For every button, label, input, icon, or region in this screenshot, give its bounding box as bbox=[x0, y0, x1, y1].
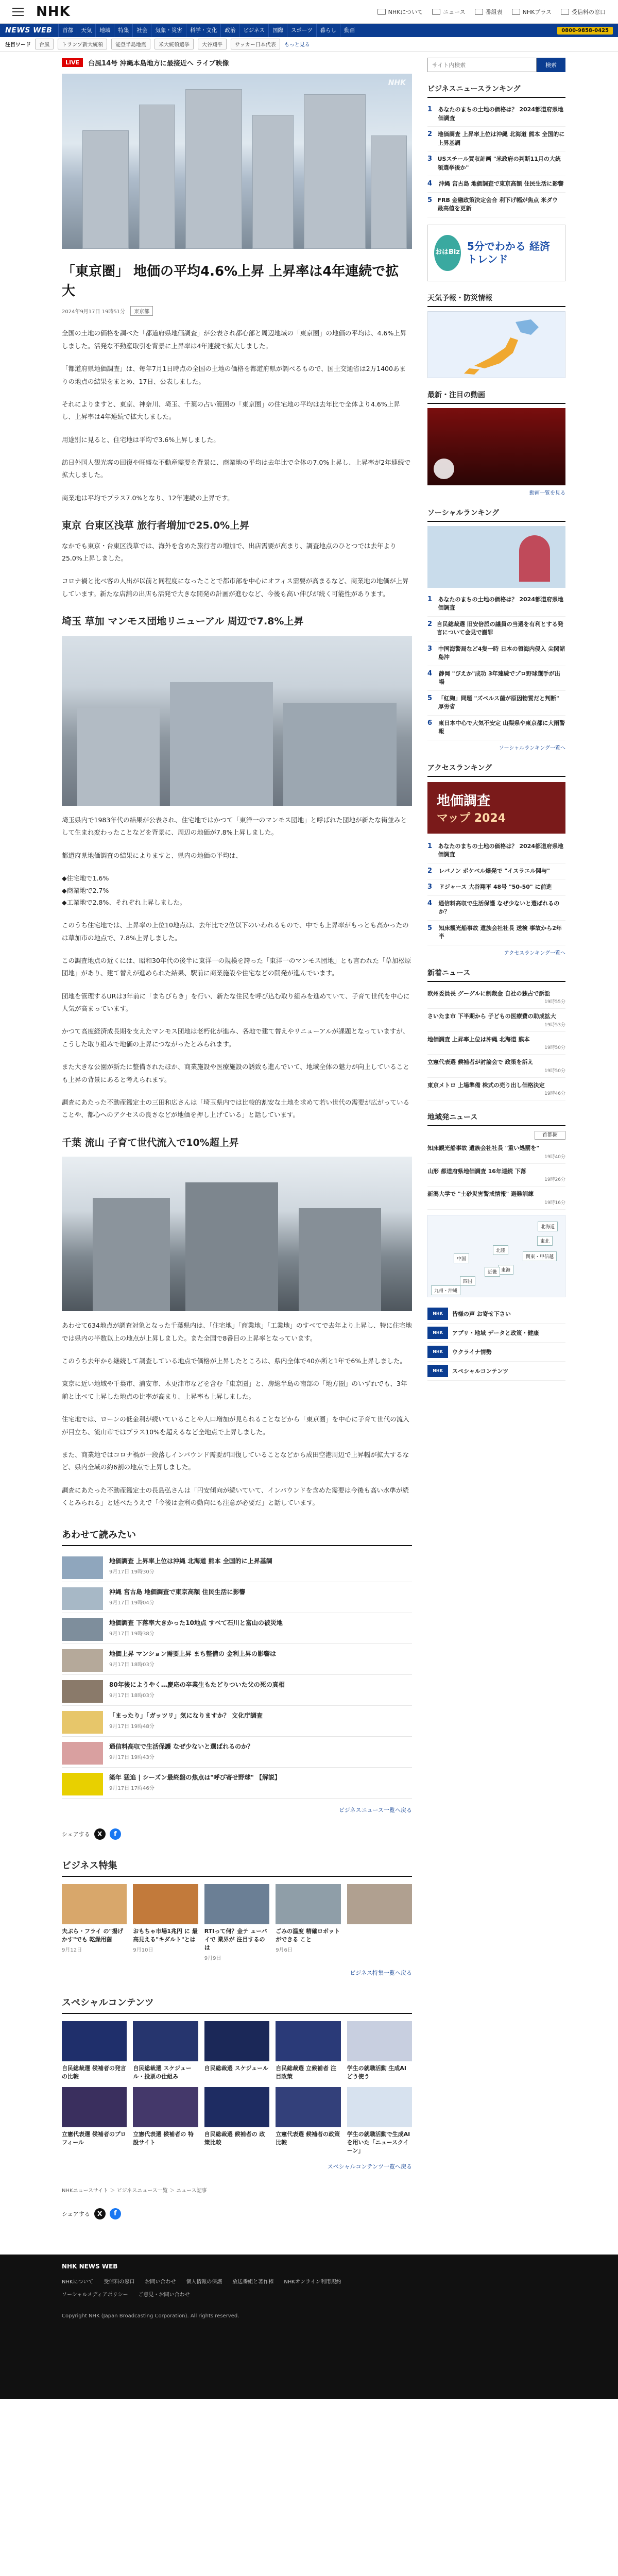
related-thumb bbox=[62, 1711, 103, 1734]
related-thumb bbox=[62, 1742, 103, 1765]
related-thumb bbox=[62, 1680, 103, 1703]
article-paragraph: 東京に近い地域や千葉市、浦安市、木更津市などを含む「東京圏」と、房総半島の南部の「地方圏」のいずれでも、3年前と比べて上昇した地点の比率が高まり、上昇率も上昇しました。 bbox=[62, 1380, 407, 1400]
article-paragraph: 団地を管理するURは3年前に「まちびらき」を行い、新たな住民を呼び込む取り組みを進めていて、子育て世代を中心に人気が高まっています。 bbox=[62, 992, 410, 1013]
card-image bbox=[204, 1884, 269, 1924]
info-icon bbox=[377, 9, 386, 15]
related-item[interactable]: 地価調査 下落率大きかった10地点 すべて石川と富山の被災地 9月17日 19時38分 bbox=[62, 1613, 412, 1644]
ranking-heading: ビジネスニュースランキング bbox=[427, 83, 565, 98]
region-button[interactable]: 東北 bbox=[537, 1236, 553, 1246]
related-more-link[interactable]: ビジネスニュース一覧へ戻る bbox=[338, 1807, 412, 1814]
article-paragraph: 「都道府県地価調査」は、毎年7月1日時点の全国の土地の価格を都道府県が調べるもので、国土交通省は2万1400あまりの地点の結果をまとめ、17日、公表しました。 bbox=[62, 365, 406, 385]
business-heading: ビジネス特集 bbox=[62, 1858, 412, 1877]
news-nav-bar bbox=[0, 24, 618, 37]
article-paragraph: あわせて634地点が調査対象となった千葉県内は、「住宅地」「商業地」「工業地」のすべてで去年より上昇し、特に住宅地では県内の半数以上の地点が上昇しました。また全国で8番目の上昇率となっています。 bbox=[62, 1321, 412, 1342]
top-link-news[interactable]: ニュース bbox=[432, 8, 465, 16]
article-paragraph: 埼玉県内で1983年代の結果が公表され、住宅地ではかつて「東洋一のマンモス団地」と呼ばれた団地が新たな街並みとして生まれ変わったことなどを背景に、周辺の地価が7.8%上昇しました。 bbox=[62, 816, 407, 837]
article-paragraph: なかでも東京・台東区浅草では、海外を含めた旅行者の増加で、出店需要が高まり、調査地点のひとつでは去年より25.0%上昇しました。 bbox=[62, 541, 397, 563]
article-paragraph: このうち去年から継続して調査している地点で価格が上昇したところは、県内全体で40か所と1年で6%上昇しました。 bbox=[62, 1357, 406, 1365]
new-news-item[interactable]: 欧州委員長 グーグルに制裁金 自社の独占で訴訟 19時55分 bbox=[427, 986, 565, 1009]
business-card[interactable]: ごみの温度 精確ロボットができる こと 9月6日 bbox=[276, 1884, 340, 1961]
copyright: Copyright NHK (Japan Broadcasting Corporation). All rights reserved. bbox=[62, 2313, 239, 2319]
new-news-item[interactable]: 東京メトロ 上場準備 株式の売り出し価格決定 19時46分 bbox=[427, 1078, 565, 1101]
article-paragraph: 調査にあたった不動産鑑定士の三田和広さんは「埼玉県内では比較的割安な土地を求めて若い世代の需要が広がっていることや、都心へのアクセスの良さなどが地価を押し上げている」と話しています。 bbox=[62, 1098, 410, 1119]
trending-label: 注目ワード bbox=[5, 42, 31, 48]
ohabiz-banner[interactable] bbox=[427, 225, 565, 281]
latest-video-heading: 最新・注目の動画 bbox=[427, 389, 565, 404]
region-select[interactable]: 首都圏 bbox=[535, 1131, 565, 1140]
land-price-map-banner[interactable]: 地価調査 マップ 2024 bbox=[427, 782, 565, 834]
region-button[interactable]: 近畿 bbox=[485, 1267, 500, 1277]
breadcrumb[interactable]: NHKニュースサイト ＞ ビジネスニュース一覧 ＞ ニュース記事 bbox=[62, 2188, 207, 2194]
top-link-fee[interactable]: 受信料の窓口 bbox=[561, 8, 606, 16]
region-button[interactable]: 四国 bbox=[460, 1276, 475, 1286]
bullet-item: ◆商業地で2.7% bbox=[62, 886, 109, 894]
nav-item[interactable]: スポーツ bbox=[287, 24, 316, 37]
business-card[interactable]: 夫ぶら・フライ の"揚げかす"でも 乾燥用菌 9月12日 bbox=[62, 1884, 127, 1961]
banner-icon: NHK bbox=[427, 1308, 448, 1320]
nav-item[interactable]: 天気 bbox=[77, 24, 95, 37]
footer-link[interactable]: お問い合わせ bbox=[145, 2279, 176, 2285]
trending-chip[interactable]: トランプ新大統領 bbox=[58, 39, 107, 49]
related-thumb bbox=[62, 1649, 103, 1672]
access-item[interactable]: 3 ドジャース 大谷翔平 48号 "50-50" に前進 bbox=[427, 879, 565, 896]
card-image bbox=[133, 1884, 198, 1924]
article-subheading: 千葉 流山 子育て世代流入で10%超上昇 bbox=[62, 1137, 239, 1148]
nav-item[interactable]: 科学・文化 bbox=[186, 24, 221, 37]
side-banners bbox=[427, 1304, 565, 1381]
related-item[interactable]: 80年後にようやく…慶応の卒業生もたどりついた父の死の真相 9月17日 18時03分 bbox=[62, 1675, 412, 1706]
bullet-item: ◆工業地で2.8%、それぞれ上昇しました。 bbox=[62, 899, 186, 907]
bullet-item: ◆住宅地で1.6% bbox=[62, 874, 109, 882]
region-button[interactable]: 関東・甲信越 bbox=[523, 1251, 557, 1261]
live-text: 台風14号 沖縄本島地方に最接近へ ライブ映像 bbox=[88, 60, 229, 67]
related-thumb bbox=[62, 1587, 103, 1610]
special-cards bbox=[62, 2021, 412, 2155]
footer-link[interactable]: ソーシャルメディアポリシー bbox=[62, 2292, 128, 2298]
facebook-share-icon[interactable]: f bbox=[110, 2208, 121, 2219]
banner-icon: NHK bbox=[427, 1365, 448, 1377]
article-paragraph: この調査地点の近くには、昭和30年代の後半に東洋一の規模を誇った「東洋一のマンモス団地」とも言われた「草加松原団地」があり、建て替えが進められた結果、駅前に商業施設や住宅などの開発が進んでいます。 bbox=[62, 956, 411, 977]
special-card[interactable]: 立憲代表選 候補者の 特設サイト bbox=[133, 2087, 198, 2155]
new-news-item[interactable]: 立憲代表選 候補者が討論会で 政策を訴え 19時50分 bbox=[427, 1055, 565, 1078]
access-item[interactable]: 2 レバノン ポケベル爆発で "イスラエル関与" bbox=[427, 863, 565, 880]
access-more-link[interactable]: アクセスランキング一覧へ bbox=[504, 950, 565, 956]
article-subheading: 埼玉 草加 マンモス団地リニューアル 周辺で7.8%上昇 bbox=[62, 616, 304, 628]
local-news-heading: 地域発ニュース bbox=[427, 1112, 565, 1126]
social-image[interactable] bbox=[427, 526, 565, 588]
banner-icon: NHK bbox=[427, 1327, 448, 1339]
social-item[interactable]: 6 東日本中心で大気不安定 山梨県や東京都に大雨警報 bbox=[427, 716, 565, 740]
nav-item[interactable]: 地域 bbox=[95, 24, 114, 37]
newsweb-logo[interactable]: NEWS WEB bbox=[5, 26, 53, 35]
footer-link[interactable]: NHKオンライン利用規約 bbox=[284, 2279, 341, 2285]
related-item[interactable]: 地価調査 上昇率上位は沖縄 北海道 熊本 全国的に上昇基調 9月17日 19時30分 bbox=[62, 1551, 412, 1582]
special-more-link[interactable]: スペシャルコンテンツ一覧へ戻る bbox=[327, 2163, 412, 2170]
side-banner[interactable]: NHK 皆様の声 お寄せ下さい bbox=[427, 1304, 565, 1324]
x-share-icon[interactable]: X bbox=[94, 1828, 106, 1840]
photo-watermark: NHK bbox=[388, 79, 406, 87]
article-image-nagareyama bbox=[62, 1157, 412, 1311]
article-paragraph: 調査にあたった不動産鑑定士の長島弘さんは「円安傾向が続いていて、インバウンドを含めた需要は今後も高い水準が続くとみられる」と述べたうえで「今後は金利の動向にも注意が必要だ」と話しています。 bbox=[62, 1486, 409, 1507]
special-card[interactable]: 立憲代表選 候補者のプロフィール bbox=[62, 2087, 127, 2155]
site-search bbox=[427, 58, 565, 72]
play-icon bbox=[434, 459, 454, 479]
region-button[interactable]: 東海 bbox=[498, 1265, 513, 1275]
article-paragraph: 都道府県地価調査の結果によりますと、県内の地価の平均は、 bbox=[62, 851, 243, 859]
article-paragraph: 訪日外国人観光客の回復や旺盛な不動産需要を背景に、商業地の平均は去年比で全体の7.0%上昇し、上昇率が2年連続で拡大しました。 bbox=[62, 459, 411, 479]
footer-logo[interactable]: NHK NEWS WEB bbox=[62, 2262, 118, 2270]
social-heading: ソーシャルランキング bbox=[427, 507, 565, 522]
article-paragraph: また、商業地ではコロナ禍が一段落しインバウンド需要が回復していることなどから成田空港周辺で上昇幅が拡大するなど、県内全域の約6割の地点で上昇しました。 bbox=[62, 1450, 409, 1471]
new-news-item[interactable]: 地価調査 上昇率上位は沖縄 北海道 熊本 19時50分 bbox=[427, 1032, 565, 1055]
related-list bbox=[62, 1551, 412, 1799]
card-image bbox=[62, 2087, 127, 2127]
facebook-share-icon[interactable]: f bbox=[110, 1828, 121, 1840]
search-input[interactable] bbox=[427, 58, 537, 72]
card-image bbox=[62, 2021, 127, 2061]
live-badge: LIVE bbox=[62, 58, 83, 67]
special-card[interactable]: 立憲代表選 候補者の政策比較 bbox=[276, 2087, 340, 2155]
fee-icon bbox=[561, 9, 569, 15]
region-button[interactable]: 北海道 bbox=[538, 1222, 558, 1231]
top-link-schedule[interactable]: 番組表 bbox=[475, 8, 503, 16]
nav-item[interactable]: 社会 bbox=[132, 24, 151, 37]
side-banner[interactable]: NHK ウクライナ情勢 bbox=[427, 1343, 565, 1362]
related-thumb bbox=[62, 1618, 103, 1641]
footer-link[interactable]: 受信料の窓口 bbox=[104, 2279, 135, 2285]
nav-item[interactable]: 政治 bbox=[220, 24, 239, 37]
article-paragraph: 住宅地では、ローンの低金利が続いていることや人口増加が見られることなどから「東京圏」を中心に子育て世代の流入が目立ち、流山市ではプラス10%を超えるなど全地点で上昇しました。 bbox=[62, 1415, 409, 1436]
footer-link[interactable]: 個人情報の保護 bbox=[186, 2279, 222, 2285]
main-column bbox=[62, 58, 412, 2234]
trending-more-link[interactable]: もっと見る bbox=[284, 42, 310, 48]
menu-icon[interactable] bbox=[12, 8, 24, 16]
category-nav bbox=[58, 24, 358, 37]
weather-map[interactable] bbox=[427, 311, 565, 378]
share-label: シェアする bbox=[62, 2210, 90, 2217]
weather-heading: 天気予報・防災情報 bbox=[427, 293, 565, 307]
social-item[interactable]: 4 静岡 "ぴえか"成功 3年連続でプロ野球選手が出場 bbox=[427, 666, 565, 691]
business-card[interactable]: おもちゃ市場1兆円 に 最高見える"キダルト"とは 9月10日 bbox=[133, 1884, 198, 1961]
nav-item[interactable]: 気象・災害 bbox=[151, 24, 186, 37]
top-link-plus[interactable]: NHKプラス bbox=[512, 8, 552, 16]
related-heading: あわせて読みたい bbox=[62, 1528, 412, 1546]
trending-words bbox=[0, 37, 618, 52]
social-item[interactable]: 5 「紅麹」問題 "ズベルス菌が原因物質だと判断" 厚労省 bbox=[427, 691, 565, 716]
plus-icon bbox=[512, 9, 520, 15]
special-card[interactable]: 自民総裁選 スケジュール bbox=[204, 2021, 269, 2081]
ohabiz-logo: おはBiz bbox=[434, 235, 461, 271]
trending-chip[interactable]: 台風 bbox=[35, 39, 54, 49]
access-item[interactable]: 1 あなたのまちの土地の価格は？ 2024都道府県地価調査 bbox=[427, 839, 565, 863]
hero-image bbox=[62, 74, 412, 249]
local-news-item[interactable]: 知床観光船事故 遺族会社社長 "重い処罰を" 19時40分 bbox=[427, 1141, 565, 1164]
x-share-icon[interactable]: X bbox=[94, 2208, 106, 2219]
ranking-item[interactable]: 1 あなたのまちの土地の価格は？ 2024都道府県地価調査 bbox=[427, 102, 565, 127]
banner-icon: NHK bbox=[427, 1346, 448, 1358]
bullet-list bbox=[62, 872, 412, 909]
related-thumb bbox=[62, 1556, 103, 1579]
related-item[interactable]: 通信料高収で生活保護 なぜ少ないと選ばれるのか？ 9月17日 19時43分 bbox=[62, 1737, 412, 1768]
card-image bbox=[347, 2087, 412, 2127]
nav-item[interactable]: 暮らし bbox=[316, 24, 340, 37]
special-card[interactable]: 自民総裁選 スケジュール・投票の仕組み bbox=[133, 2021, 198, 2081]
special-card[interactable]: 学生の就職活動 生成AI どう使う bbox=[347, 2021, 412, 2081]
related-item[interactable]: 地価上昇 マンション需要上昇 まち整備の 金利上昇の影響は 9月17日 18時03分 bbox=[62, 1644, 412, 1675]
video-more-link[interactable]: 動画一覧を見る bbox=[529, 490, 565, 496]
article-paragraph: このうち住宅地では、上昇率の上位10地点は、去年比で2位以下のいわれるもので、中でも上昇率がもっとも高かったのは草加市の地点で、7.8%上昇しました。 bbox=[62, 921, 409, 942]
ranking-item[interactable]: 5 FRB 金融政策決定会合 利下げ幅が焦点 米ダウ 最高値を更新 bbox=[427, 193, 565, 217]
article-paragraph: 商業地は平均でプラス7.0%となり、12年連続の上昇です。 bbox=[62, 494, 234, 502]
local-news-item[interactable]: 山形 都道府県地価調査 16年連続 下落 19時26分 bbox=[427, 1164, 565, 1187]
top-links bbox=[377, 8, 606, 16]
card-image bbox=[204, 2087, 269, 2127]
footer-links bbox=[62, 2277, 371, 2298]
article-image-danchi bbox=[62, 636, 412, 806]
share-row bbox=[62, 1828, 412, 1840]
special-card[interactable]: 自民総裁選 候補者の発言の比較 bbox=[62, 2021, 127, 2081]
card-image bbox=[347, 2021, 412, 2061]
schedule-icon bbox=[475, 9, 483, 15]
trending-chip[interactable]: 能登半島地震 bbox=[111, 39, 150, 49]
trending-chip[interactable]: 米大統領選挙 bbox=[154, 39, 194, 49]
access-item[interactable]: 4 通信料高収で生活保護 なぜ少ないと選ばれるのか？ bbox=[427, 896, 565, 921]
side-banner[interactable]: NHK スペシャルコンテンツ bbox=[427, 1362, 565, 1381]
footer-link[interactable]: NHKについて bbox=[62, 2279, 94, 2285]
side-banner[interactable]: NHK アプリ・地域 データと政策・健康 bbox=[427, 1324, 565, 1343]
access-heading: アクセスランキング bbox=[427, 762, 565, 777]
region-map bbox=[427, 1215, 565, 1297]
trending-chip[interactable]: 大谷翔平 bbox=[198, 39, 227, 49]
phone-badge: 0800-9858-0425 bbox=[557, 27, 613, 35]
special-card[interactable]: 学生の就職活動で生成AIを用いた「ニュースクイーン」 bbox=[347, 2087, 412, 2155]
new-news-heading: 新着ニュース bbox=[427, 968, 565, 982]
nav-item[interactable]: 動画 bbox=[340, 24, 358, 37]
nav-item[interactable]: 特集 bbox=[114, 24, 132, 37]
ranking-item[interactable]: 4 沖縄 宮古島 地価調査で東京高額 住民生活に影響 bbox=[427, 176, 565, 193]
ohabiz-text: 5分でわかる 経済トレンド bbox=[467, 240, 550, 265]
social-more-link[interactable]: ソーシャルランキング一覧へ bbox=[499, 745, 565, 751]
region-button[interactable]: 九州・沖縄 bbox=[431, 1285, 460, 1295]
footer-link[interactable]: ご意見・お問い合わせ bbox=[138, 2292, 190, 2298]
news-icon bbox=[432, 9, 440, 15]
top-link-about[interactable]: NHKについて bbox=[377, 8, 423, 16]
social-item[interactable]: 1 あなたのまちの土地の価格は？ 2024都道府県地価調査 bbox=[427, 592, 565, 617]
search-button[interactable]: 検索 bbox=[537, 58, 565, 72]
new-news-item[interactable]: さいたま市 下半期から 子どもの医療費の助成拡大 19時53分 bbox=[427, 1009, 565, 1032]
japan-map-icon bbox=[428, 312, 565, 378]
business-cards bbox=[62, 1884, 412, 1961]
sidebar bbox=[427, 58, 565, 2234]
nav-item[interactable]: 国際 bbox=[268, 24, 287, 37]
region-button[interactable]: 北陸 bbox=[493, 1245, 508, 1255]
business-card[interactable] bbox=[347, 1884, 412, 1961]
card-image bbox=[347, 1884, 412, 1924]
local-news-item[interactable]: 新潟大学で "土砂災害警戒情報" 避難訓練 19時16分 bbox=[427, 1187, 565, 1210]
card-image bbox=[276, 2087, 340, 2127]
card-image bbox=[62, 1884, 127, 1924]
social-item[interactable]: 3 中国海警局など4隻一時 日本の領海内侵入 尖閣諸島沖 bbox=[427, 641, 565, 666]
article-paragraph: それによりますと、東京、神奈川、埼玉、千葉の占い範囲の「東京圏」の住宅地の平均は去年比で全体より4.6%上昇し、上昇率は4年連続で拡大しました。 bbox=[62, 400, 400, 421]
related-thumb bbox=[62, 1773, 103, 1795]
live-banner[interactable] bbox=[62, 58, 412, 67]
card-image bbox=[133, 2021, 198, 2061]
business-card[interactable]: RTIって何？金テ ューバイで 業界が 注目するのは 9月9日 bbox=[204, 1884, 269, 1961]
article-paragraph: かつて高度経済成長期を支えたマンモス団地は老朽化が進み、各地で建て替えやリニューアルが課題となっていますが、こうした取り組みで地価の上昇につながったとみられます。 bbox=[62, 1027, 409, 1048]
special-heading: スペシャルコンテンツ bbox=[62, 1995, 412, 2014]
card-image bbox=[276, 1884, 340, 1924]
nav-item[interactable]: 首都 bbox=[58, 24, 77, 37]
article-paragraph: また大きな公園が新たに整備されたほか、商業施設や医療施設の誘致も進んでいて、地域全体の魅力が向上していることも上昇の背景にあると考えられます。 bbox=[62, 1063, 409, 1083]
card-image bbox=[133, 2087, 198, 2127]
article-paragraph: 用途別に見ると、住宅地は平均で3.6%上昇しました。 bbox=[62, 435, 220, 444]
article-paragraph: コロナ禍と比べ客の人出が以前と同程度になったことで都市部を中心にオフィス需要が高まるなど、商業地の地価が上昇しています。新たな店舗の出店も活発で大きな開発の計画が進むなど、今後も高い伸びが続く可能性があります。 bbox=[62, 577, 409, 598]
business-more-link[interactable]: ビジネス特集一覧へ戻る bbox=[350, 1970, 412, 1977]
article-tag[interactable]: 東京都 bbox=[130, 306, 153, 316]
article-title: 「東京圏」 地価の平均4.6%上昇 上昇率は4年連続で拡大 bbox=[62, 264, 399, 299]
latest-video[interactable] bbox=[427, 408, 565, 485]
region-button[interactable]: 中国 bbox=[454, 1253, 469, 1263]
nav-item[interactable]: ビジネス bbox=[239, 24, 268, 37]
access-item[interactable]: 5 知床観光船事故 遺族会社社長 送検 事故から2年半 bbox=[427, 921, 565, 945]
special-card[interactable]: 自民総裁選 立候補者 注目政策 bbox=[276, 2021, 340, 2081]
nhk-logo[interactable]: NHK bbox=[36, 4, 71, 20]
ranking-item[interactable]: 2 地価調査 上昇率上位は沖縄 北海道 熊本 全国的に上昇基調 bbox=[427, 127, 565, 151]
article-paragraph: 全国の土地の価格を調べた「都道府県地価調査」が公表され都心部と周辺地域の「東京圏」の地価の平均は、4.6%上昇しました。活発な不動産取引を背景に上昇率は4年連続で拡大しました。 bbox=[62, 329, 407, 350]
footer-link[interactable]: 放送番組と著作権 bbox=[232, 2279, 274, 2285]
special-card[interactable]: 自民総裁選 候補者の 政策比較 bbox=[204, 2087, 269, 2155]
ranking-item[interactable]: 3 USスチール買収計画 "米政府の判断11月の大統領選挙後か" bbox=[427, 151, 565, 176]
card-image bbox=[276, 2021, 340, 2061]
top-bar bbox=[0, 0, 618, 24]
article-date: 2024年9月17日 19時51分 bbox=[62, 309, 126, 315]
social-item[interactable]: 2 自民総裁選 旧安倍派の議員の当選を有利とする発言について会見で謝罪 bbox=[427, 617, 565, 641]
article-meta bbox=[62, 306, 412, 316]
trending-chip[interactable]: サッカー日本代表 bbox=[231, 39, 280, 49]
related-item[interactable]: 沖縄 宮古島 地価調査で東京高額 住民生活に影響 9月17日 19時04分 bbox=[62, 1582, 412, 1613]
share-label: シェアする bbox=[62, 1831, 90, 1838]
related-item[interactable]: 「まったり」「ガッツリ」気になりますか？ 文化庁調査 9月17日 19時48分 bbox=[62, 1706, 412, 1737]
article-subheading: 東京 台東区浅草 旅行者増加で25.0%上昇 bbox=[62, 520, 250, 532]
card-image bbox=[204, 2021, 269, 2061]
footer bbox=[0, 2255, 618, 2399]
related-item[interactable]: 築年 猛追 | シーズン最終盤の焦点は"呼び寄せ野球" 【解説】 9月17日 17時46分 bbox=[62, 1768, 412, 1799]
share-row-bottom bbox=[62, 2208, 412, 2219]
